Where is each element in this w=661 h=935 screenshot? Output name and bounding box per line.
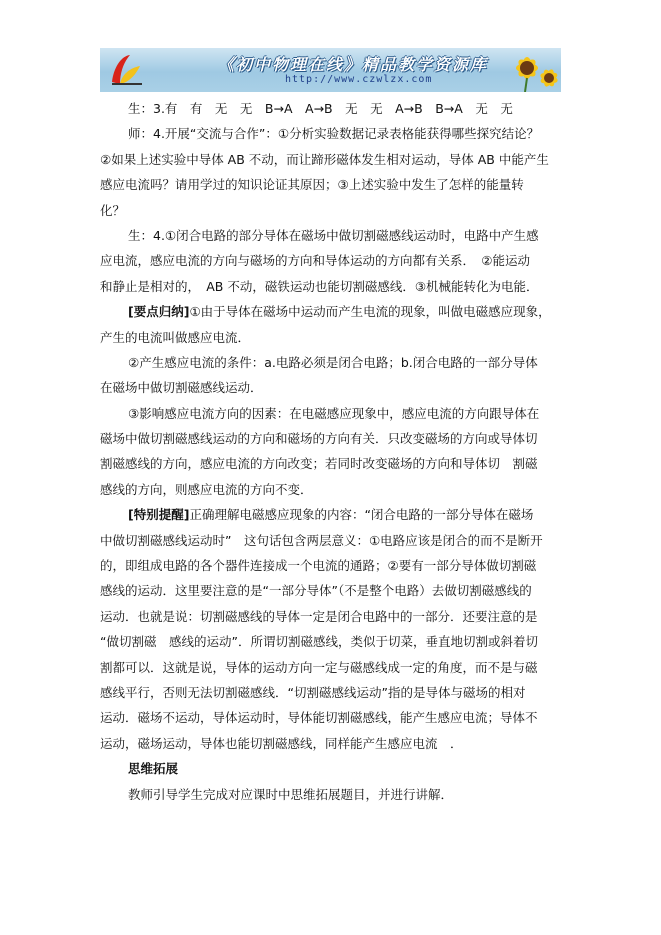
special-note-line: 运动．也就是说：切割磁感线的导体一定是闭合电路中的一部分．还要注意的是 xyxy=(100,608,538,624)
special-note-line xyxy=(100,502,565,527)
special-note-line: 的，即组成电路的各个器件连接成一个电流的通路；②要有一部分导体做切割磁 xyxy=(100,558,537,574)
sunflower-icon xyxy=(481,48,561,92)
special-note-text: 正确理解电磁感应现象的内容：“闭合电路的一部分导体在磁场 xyxy=(189,507,534,523)
student-answer-4-line: 生：4.①闭合电路的部分导体在磁场中做切割磁感线运动时，电路中产生感 xyxy=(128,227,539,243)
document-body xyxy=(100,96,565,807)
condition-line: 在磁场中做切割磁感线运动． xyxy=(100,380,263,396)
special-note-line: 运动．磁场不运动，导体运动时，导体能切割磁感线，能产生感应电流；导体不 xyxy=(100,710,538,726)
special-note-line: “做切割磁 感线的运动”．所谓切割磁感线，类似于切菜，垂直地切割或斜着切 xyxy=(100,634,538,650)
teacher-prompt-4-line: ②如果上述实验中导体 AB 不动，而让蹄形磁体发生相对运动，导体 AB 中能产生 xyxy=(100,151,549,167)
key-points-line xyxy=(100,299,565,324)
key-points-text: ①由于导体在磁场中运动而产生电流的现象，叫做电磁感应现象， xyxy=(189,304,551,320)
direction-factor-line: 感线的方向，则感应电流的方向不变． xyxy=(100,481,313,497)
teacher-prompt-4-line: 感应电流吗？请用学过的知识论证其原因；③上述实验中发生了怎样的能量转 xyxy=(100,177,524,193)
special-note-label: [特别提醒] xyxy=(128,507,190,523)
direction-factor-line: 割磁感线的方向，感应电流的方向改变；若同时改变磁场的方向和导体切 割磁 xyxy=(100,456,538,472)
header-banner xyxy=(100,48,561,92)
student-answer-4-line: 应电流，感应电流的方向与磁场的方向和导体运动的方向都有关系． ②能运动 xyxy=(100,253,530,269)
student-answer-3: 生：3.有 有 无 无 B→A A→B 无 无 A→B B→A 无 无 xyxy=(128,101,513,116)
condition-line: ②产生感应电流的条件：a.电路必须是闭合电路；b.闭合电路的一部分导体 xyxy=(128,354,538,370)
special-note-line: 感线的运动．这里要注意的是“一部分导体”（不是整个电路）去做切割磁感线的 xyxy=(100,583,532,599)
direction-factor-line: 磁场中做切割磁感线运动的方向和磁场的方向有关．只改变磁场的方向或导体切 xyxy=(100,431,538,447)
teacher-prompt-4-line: 化？ xyxy=(100,202,126,218)
key-points-line: 产生的电流叫做感应电流． xyxy=(100,329,251,345)
special-note-line: 感线平行，否则无法切割磁感线．“切割磁感线运动”指的是导体与磁场的相对 xyxy=(100,684,526,700)
special-note-line: 割都可以．这就是说，导体的运动方向一定与磁感线成一定的角度，而不是与磁 xyxy=(100,659,538,675)
key-points-label: [要点归纳] xyxy=(128,304,190,320)
closing-line: 教师引导学生完成对应课时中思维拓展题目，并进行讲解． xyxy=(128,786,454,802)
special-note-line: 中做切割磁感线运动时” 这句话包含两层意义：①电路应该是闭合的而不是断开 xyxy=(100,532,543,548)
site-logo-icon xyxy=(106,52,146,88)
banner-url[interactable]: http://www.czwlzx.com xyxy=(285,74,433,85)
student-answer-4-line: 和静止是相对的， AB 不动，磁铁运动也能切割磁感线．③机械能转化为电能． xyxy=(100,278,539,294)
section-heading: 思维拓展 xyxy=(128,761,179,777)
banner-title: 《初中物理在线》精品教学资源库 xyxy=(218,55,489,74)
teacher-prompt-4-line: 师：4.开展“交流与合作”：①分析实验数据记录表格能获得哪些探究结论？ xyxy=(128,126,540,142)
special-note-line: 运动，磁场运动，导体也能切割磁感线，同样能产生感应电流 ． xyxy=(100,735,463,751)
direction-factor-line: ③影响感应电流方向的因素：在电磁感应现象中，感应电流的方向跟导体在 xyxy=(128,405,540,421)
